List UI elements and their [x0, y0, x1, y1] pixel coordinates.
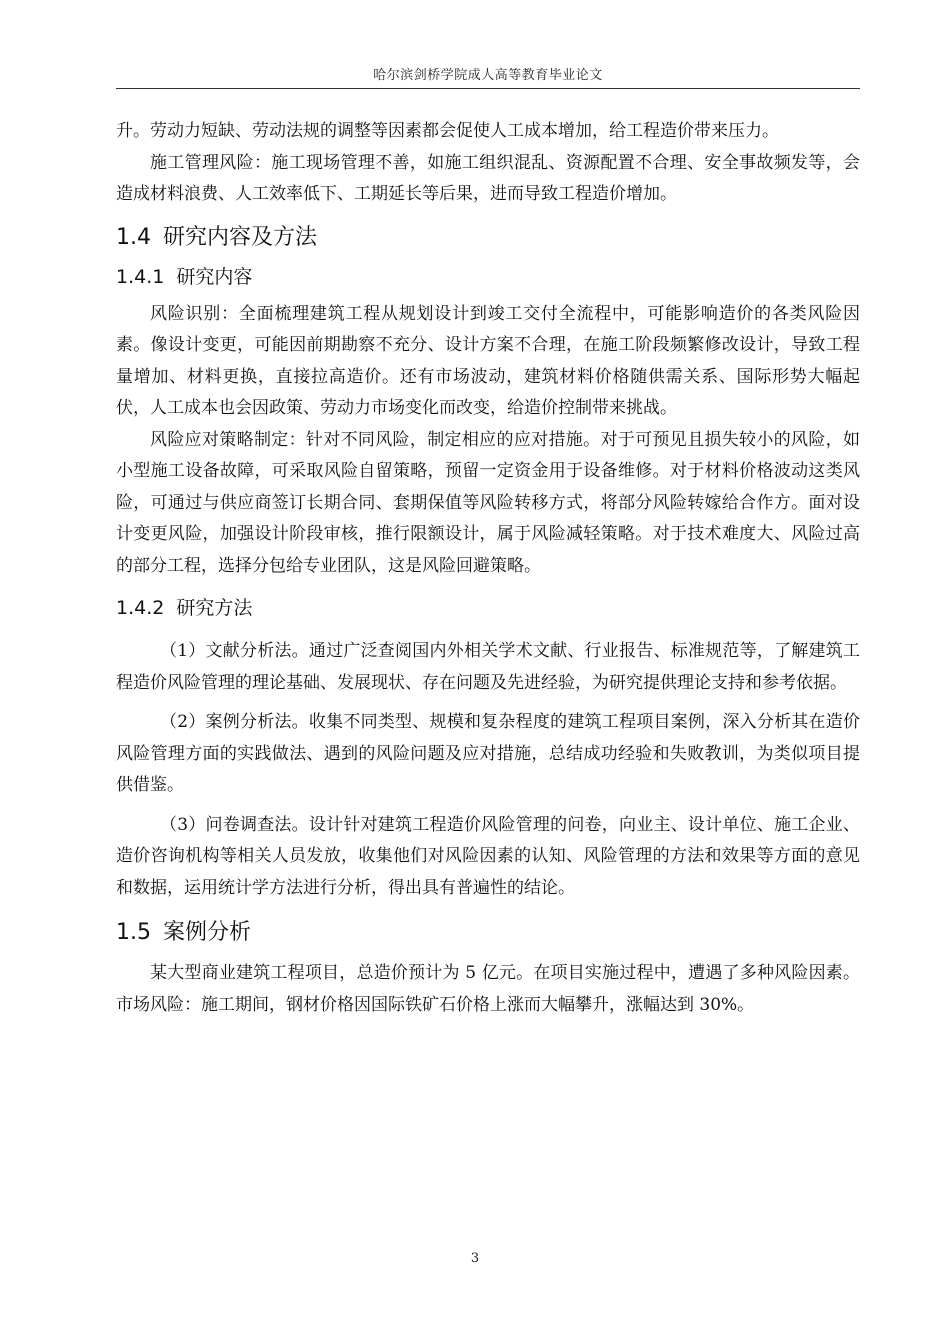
section-heading-1-4 [116, 223, 860, 253]
paragraph: 风险应对策略制定：针对不同风险，制定相应的应对措施。对于可预见且损失较小的风险，如小型施工设备故障，可采取风险自留策略，预留一定资金用于设备维修。对于材料价格波动这类风险，可通过与供应商签订长期合同、套期保值等风险转移方式，将部分风险转嫁给合作方。面对设计变更风险，加强设计阶段审核，推行限额设计，属于风险减轻策略。对于技术难度大、风险过高的部分工程，选择分包给专业团队，这是风险回避策略。 [116, 429, 860, 576]
paragraph: 升。劳动力短缺、劳动法规的调整等因素都会促使人工成本增加，给工程造价带来压力。 [116, 121, 779, 141]
list-item: （3）问卷调查法。设计针对建筑工程造价风险管理的问卷，向业主、设计单位、施工企业、造价咨询机构等相关人员发放，收集他们对风险因素的认知、风险管理的方法和效果等方面的意见和数据，运用统计学方法进行分析，得出具有普遍性的结论。 [116, 814, 860, 898]
page-header: 哈尔滨剑桥学院成人高等教育毕业论文 [373, 68, 603, 83]
subsection-title: 研究方法 [176, 597, 253, 619]
subsection-heading-1-4-1 [116, 263, 860, 291]
page-number: 3 [470, 1251, 480, 1266]
paragraph: 施工管理风险：施工现场管理不善，如施工组织混乱、资源配置不合理、安全事故频发等，会造成材料浪费、人工效率低下、工期延长等后果，进而导致工程造价增加。 [116, 152, 860, 204]
section-number: 1.5 [116, 920, 151, 945]
section-title: 研究内容及方法 [163, 224, 318, 250]
list-item: （2）案例分析法。收集不同类型、规模和复杂程度的建筑工程项目案例，深入分析其在造价风险管理方面的实践做法、遇到的风险问题及应对措施，总结成功经验和失败教训，为类似项目提供借鉴。 [116, 712, 860, 795]
subsection-number: 1.4.2 [116, 597, 165, 619]
paragraph: 某大型商业建筑工程项目，总造价预计为 5 亿元。在项目实施过程中，遭遇了多种风险因素。市场风险：施工期间，钢材价格因国际铁矿石价格上涨而大幅攀升，涨幅达到 30%。 [116, 963, 860, 1015]
subsection-title: 研究内容 [176, 265, 253, 288]
subsection-number: 1.4.1 [116, 265, 165, 288]
header-divider [116, 88, 860, 89]
list-item: （1）文献分析法。通过广泛查阅国内外相关学术文献、行业报告、标准规范等，了解建筑工程造价风险管理的理论基础、发展现状、存在问题及先进经验，为研究提供理论支持和参考依据。 [116, 641, 860, 693]
page-body [116, 116, 860, 1021]
section-number: 1.4 [116, 224, 151, 250]
section-heading-1-5 [116, 918, 860, 948]
section-title: 案例分析 [163, 920, 252, 945]
subsection-heading-1-4-2 [116, 594, 860, 622]
paragraph: 风险识别：全面梳理建筑工程从规划设计到竣工交付全流程中，可能影响造价的各类风险因素。像设计变更，可能因前期勘察不充分、设计方案不合理，在施工阶段频繁修改设计，导致工程量增加、材料更换，直接拉高造价。还有市场波动，建筑材料价格随供需关系、国际形势大幅起伏，人工成本也会因政策、劳动力市场变化而改变，给造价控制带来挑战。 [116, 303, 860, 418]
